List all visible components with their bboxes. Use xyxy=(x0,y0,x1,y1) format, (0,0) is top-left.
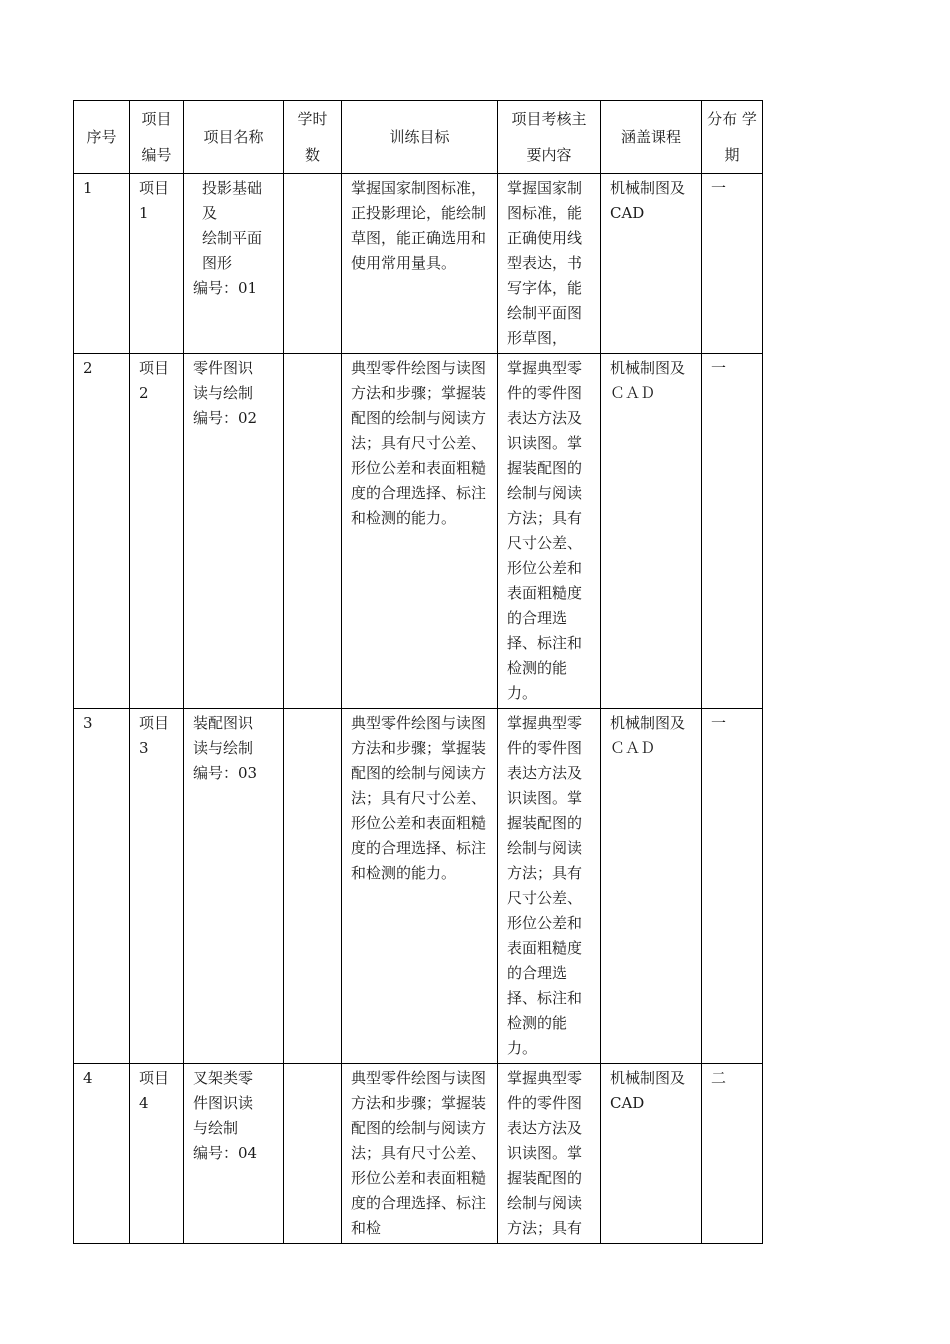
header-item-name: 项目名称 xyxy=(184,101,284,174)
cell-term: 一 xyxy=(702,174,763,354)
header-course: 涵盖课程 xyxy=(601,101,702,174)
header-goal: 训练目标 xyxy=(342,101,498,174)
header-seq: 序号 xyxy=(74,101,130,174)
curriculum-table xyxy=(73,100,763,1244)
cell-item-name: 零件图识 读与绘制 编号：02 xyxy=(184,354,284,709)
item-code: 编号：04 xyxy=(193,1144,258,1162)
cell-course: 机械制图及CAD xyxy=(601,174,702,354)
cell-assessment: 掌握典型零件的零件图表达方法及识读图。掌握装配图的绘制与阅读方法；具有 xyxy=(498,1064,601,1244)
cell-assessment: 掌握典型零件的零件图表达方法及识读图。掌握装配图的绘制与阅读方法；具有尺寸公差、形位公差和表面粗糙度的合理选择、标注和检测的能力。 xyxy=(498,709,601,1064)
cell-goal: 典型零件绘图与读图方法和步骤；掌握装配图的绘制与阅读方法；具有尺寸公差、形位公差和表面粗糙度的合理选择、标注和检测的能力。 xyxy=(342,354,498,709)
cell-item-name: 装配图识 读与绘制 编号：03 xyxy=(184,709,284,1064)
table-row xyxy=(74,1064,763,1244)
cell-goal: 典型零件绘图与读图方法和步骤；掌握装配图的绘制与阅读方法；具有尺寸公差、形位公差和表面粗糙度的合理选择、标注和检 xyxy=(342,1064,498,1244)
cell-seq: 4 xyxy=(74,1064,130,1244)
cell-hours xyxy=(284,174,342,354)
cell-hours xyxy=(284,709,342,1064)
cell-term: 一 xyxy=(702,354,763,709)
cell-hours xyxy=(284,354,342,709)
table-body xyxy=(74,174,763,1244)
cell-hours xyxy=(284,1064,342,1244)
header-row xyxy=(74,101,763,174)
cell-course: 机械制图及CAD xyxy=(601,1064,702,1244)
table-header xyxy=(74,101,763,174)
cell-item-no: 项目 3 xyxy=(130,709,184,1064)
cell-seq: 3 xyxy=(74,709,130,1064)
header-term: 分布 学期 xyxy=(702,101,763,174)
cell-term: 二 xyxy=(702,1064,763,1244)
cell-item-name: 叉架类零 件图识读 与绘制 编号：04 xyxy=(184,1064,284,1244)
cell-course: 机械制图及ＣＡＤ xyxy=(601,354,702,709)
cell-item-name: 投影基础 及 绘制平面 图形 编号：01 xyxy=(184,174,284,354)
item-code: 编号：03 xyxy=(193,764,258,782)
cell-assessment: 掌握典型零件的零件图表达方法及识读图。掌握装配图的绘制与阅读方法；具有尺寸公差、形位公差和表面粗糙度的合理选择、标注和检测的能力。 xyxy=(498,354,601,709)
table-row xyxy=(74,174,763,354)
cell-assessment: 掌握国家制图标准，能正确使用线型表达，书写字体，能绘制平面图形草图， xyxy=(498,174,601,354)
header-item-no: 项目 编号 xyxy=(130,101,184,174)
table-row xyxy=(74,354,763,709)
cell-term: 一 xyxy=(702,709,763,1064)
header-assessment: 项目考核主 要内容 xyxy=(498,101,601,174)
cell-item-no: 项目 1 xyxy=(130,174,184,354)
cell-seq: 2 xyxy=(74,354,130,709)
cell-seq: 1 xyxy=(74,174,130,354)
item-code: 编号：02 xyxy=(193,409,258,427)
item-code: 编号：01 xyxy=(193,279,258,297)
cell-item-no: 项目 2 xyxy=(130,354,184,709)
table-row xyxy=(74,709,763,1064)
header-hours: 学时 数 xyxy=(284,101,342,174)
cell-goal: 典型零件绘图与读图方法和步骤；掌握装配图的绘制与阅读方法；具有尺寸公差、形位公差和表面粗糙度的合理选择、标注和检测的能力。 xyxy=(342,709,498,1064)
cell-goal: 掌握国家制图标准，正投影理论，能绘制草图，能正确选用和使用常用量具。 xyxy=(342,174,498,354)
cell-item-no: 项目 4 xyxy=(130,1064,184,1244)
cell-course: 机械制图及ＣＡＤ xyxy=(601,709,702,1064)
